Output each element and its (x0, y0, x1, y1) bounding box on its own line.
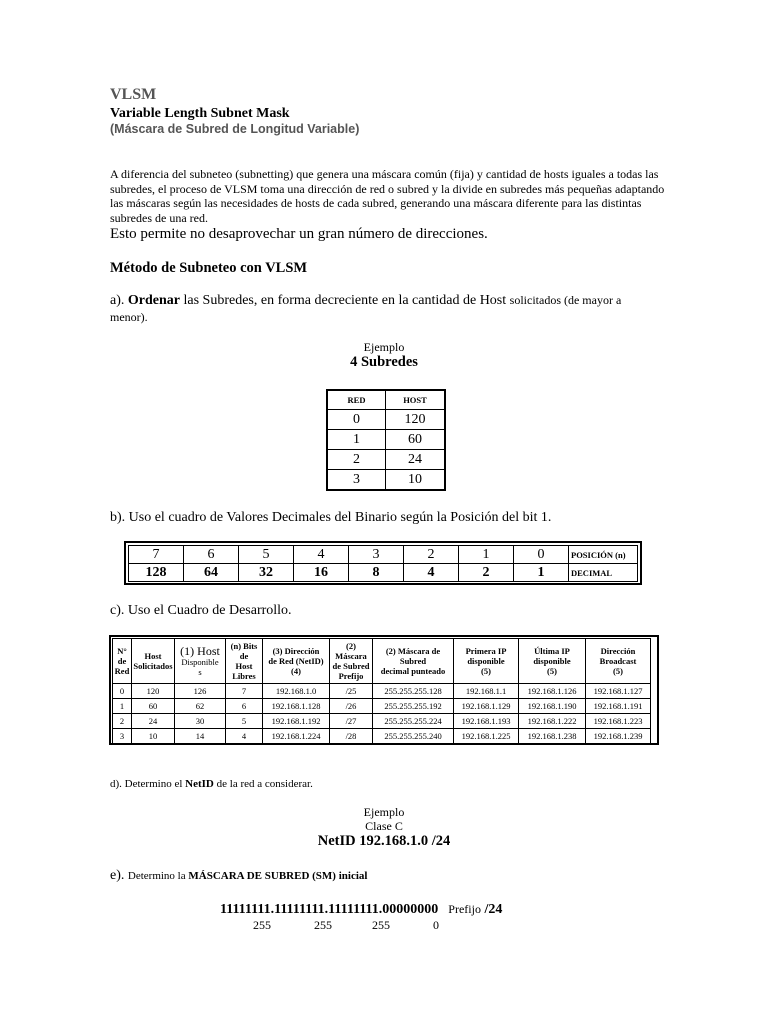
table-row (113, 684, 651, 699)
table-cell: 120 (132, 684, 175, 699)
step-a-prefix: a). (110, 293, 125, 308)
table-cell: 3 (349, 546, 404, 564)
table-cell: 192.168.1.192 (263, 714, 330, 729)
table-cell: 255.255.255.224 (373, 714, 454, 729)
table-cell: 2 (113, 714, 132, 729)
table-header: (1) Host Disponible s (175, 639, 226, 684)
step-a-text: las Subredes, en forma decreciente en la cantidad de Host (180, 293, 510, 308)
table-cell: 32 (239, 564, 294, 582)
table-cell: 7 (129, 546, 184, 564)
step-a (110, 292, 650, 326)
table-cell: 2 (327, 450, 386, 470)
mask-octet: 0 (433, 918, 439, 932)
table-header: N° de Red (113, 639, 132, 684)
binary-mask-value: 11111111.11111111.11111111.00000000 (220, 902, 439, 917)
step-a-small: solicitados (de mayor a menor). (110, 293, 622, 324)
step-d-bold: NetID (185, 778, 214, 790)
table-cell: 192.168.1.224 (263, 729, 330, 744)
table-cell: 10 (132, 729, 175, 744)
step-d (110, 778, 313, 790)
table-cell: 126 (175, 684, 226, 699)
page-subtitle-spanish: (Máscara de Subred de Longitud Variable) (110, 122, 360, 136)
table-cell: 4 (404, 564, 459, 582)
prefix-value: /24 (484, 902, 503, 917)
table-cell: 1 (113, 699, 132, 714)
table-header: RED (327, 390, 386, 410)
table-cell: 192.168.1.191 (586, 699, 651, 714)
step-e-text: Determino la (127, 870, 189, 882)
table-cell: 4 (294, 546, 349, 564)
example1-label: Ejemplo (363, 340, 405, 354)
example1-title: 4 Subredes (350, 354, 418, 370)
table-cell: 30 (175, 714, 226, 729)
table-cell: 60 (386, 430, 446, 450)
table-cell: 62 (175, 699, 226, 714)
page-title: VLSM (110, 86, 157, 103)
table-header: (2) Máscara de Subred Prefijo (330, 639, 373, 684)
table-cell: 192.168.1.223 (586, 714, 651, 729)
table-header: HOST (386, 390, 446, 410)
table-cell: 64 (184, 564, 239, 582)
step-c: c). Uso el Cuadro de Desarrollo. (110, 603, 292, 618)
table-row (113, 699, 651, 714)
table-cell: 120 (386, 410, 446, 430)
table-cell: 8 (349, 564, 404, 582)
table-cell: 3 (113, 729, 132, 744)
table-header: Última IP disponible (5) (519, 639, 586, 684)
table-cell: 192.168.1.0 (263, 684, 330, 699)
table-cell: /28 (330, 729, 373, 744)
table-row (113, 714, 651, 729)
table-header: (2) Máscara de Subred decimal punteado (373, 639, 454, 684)
table-cell: 5 (226, 714, 263, 729)
development-table (112, 638, 651, 744)
example2-class: Clase C (365, 819, 403, 833)
table-cell: 10 (386, 470, 446, 491)
table-cell: 6 (184, 546, 239, 564)
table-cell: 24 (132, 714, 175, 729)
table-cell: 255.255.255.192 (373, 699, 454, 714)
table-row-label: POSICIÓN (n) (569, 546, 638, 564)
table-cell: 3 (327, 470, 386, 491)
table-cell: 0 (327, 410, 386, 430)
step-d-text-2: de la red a considerar. (213, 778, 313, 790)
table-cell: 14 (175, 729, 226, 744)
example2-netid: NetID 192.168.1.0 /24 (317, 833, 451, 849)
subnets-table (326, 389, 446, 491)
mask-octet: 255 (314, 918, 332, 932)
table-row-label: DECIMAL (569, 564, 638, 582)
table-cell: 24 (386, 450, 446, 470)
table-cell: 192.168.1.127 (586, 684, 651, 699)
table-cell: 2 (404, 546, 459, 564)
table-cell: 6 (226, 699, 263, 714)
table-cell: 192.168.1.1 (454, 684, 519, 699)
table-cell: 7 (226, 684, 263, 699)
binary-mask (220, 902, 502, 918)
table-cell: /27 (330, 714, 373, 729)
table-cell: 192.168.1.126 (519, 684, 586, 699)
mask-octet: 255 (253, 918, 271, 932)
table-cell: 192.168.1.129 (454, 699, 519, 714)
mask-octet: 255 (372, 918, 390, 932)
step-a-bold: Ordenar (127, 293, 180, 308)
table-row (113, 729, 651, 744)
table-cell: /26 (330, 699, 373, 714)
table-cell: /25 (330, 684, 373, 699)
table-cell: 255.255.255.240 (373, 729, 454, 744)
table-cell: 192.168.1.193 (454, 714, 519, 729)
step-e (110, 868, 367, 884)
step-e-prefix: e). (110, 868, 128, 883)
table-cell: 192.168.1.128 (263, 699, 330, 714)
table-header: (n) Bits de Host Libres (226, 639, 263, 684)
example2-label: Ejemplo (363, 805, 405, 819)
step-b: b). Uso el cuadro de Valores Decimales del Binario según la Posición del bit 1. (110, 510, 552, 525)
table-cell: 1 (459, 546, 514, 564)
table-cell: 4 (226, 729, 263, 744)
intro-paragraph: A diferencia del subneteo (subnetting) que genera una máscara común (fija) y cantidad de hosts iguales a todas las subredes, el proceso de VLSM toma una dirección de red o subred y la divide en subredes más pequeñas adaptando las máscaras según las necesidades de hosts de cada subred, generando una máscara diferente para las distintas subredes de una red. (110, 167, 665, 225)
table-cell: 128 (129, 564, 184, 582)
table-cell: 16 (294, 564, 349, 582)
table-header: (3) Dirección de Red (NetID) (4) (263, 639, 330, 684)
table-header: Dirección Broadcast (5) (586, 639, 651, 684)
step-e-bold: MÁSCARA DE SUBRED (SM) inicial (188, 870, 368, 882)
table-cell: 192.168.1.239 (586, 729, 651, 744)
table-cell: 60 (132, 699, 175, 714)
intro-paragraph-2: Esto permite no desaprovechar un gran número de direcciones. (110, 226, 488, 242)
table-header: Primera IP disponible (5) (454, 639, 519, 684)
table-cell: 255.255.255.128 (373, 684, 454, 699)
binary-values-table (128, 545, 638, 582)
table-cell: 192.168.1.238 (519, 729, 586, 744)
prefix-label: Prefijo (448, 902, 481, 916)
table-cell: 1 (514, 564, 569, 582)
table-cell: 0 (113, 684, 132, 699)
table-cell: 0 (514, 546, 569, 564)
table-header: Host Solicitados (132, 639, 175, 684)
step-d-text: d). Determino el (110, 778, 186, 790)
table-cell: 192.168.1.222 (519, 714, 586, 729)
table-cell: 2 (459, 564, 514, 582)
table-cell: 5 (239, 546, 294, 564)
method-title: Método de Subneteo con VLSM (110, 260, 308, 276)
table-cell: 192.168.1.225 (454, 729, 519, 744)
table-cell: 192.168.1.190 (519, 699, 586, 714)
page-subtitle: Variable Length Subnet Mask (110, 106, 290, 121)
table-cell: 1 (327, 430, 386, 450)
